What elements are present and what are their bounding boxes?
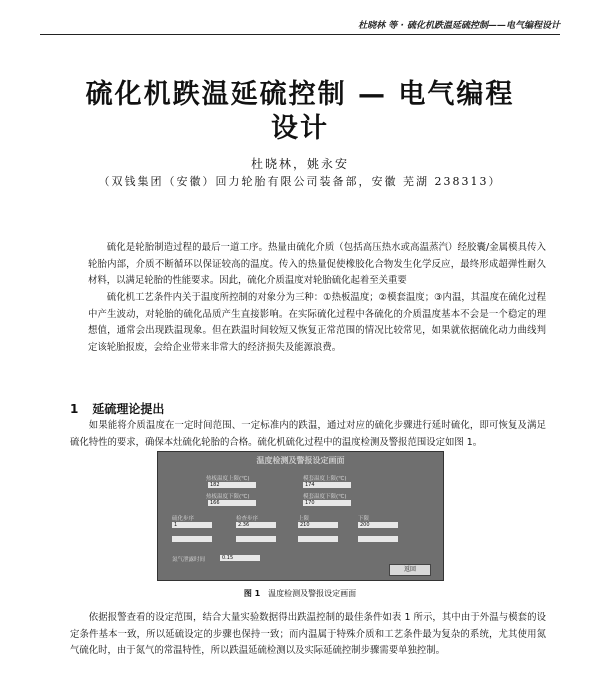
- fig-value-box: 182: [208, 482, 256, 488]
- fig-label: 模套温度上限(℃): [303, 476, 347, 482]
- fig-value-box: 174: [303, 482, 351, 488]
- fig-value-box: [172, 536, 212, 542]
- fig-value-box: 2.36: [236, 522, 276, 528]
- figure-title: 温度检测及警报设定画面: [256, 456, 345, 465]
- fig-value-box: 166: [208, 500, 256, 506]
- fig-label: 硫化步序: [172, 516, 195, 522]
- paper-title: [40, 78, 560, 146]
- fig-value-box: [236, 536, 276, 542]
- fig-value-box: 210: [298, 522, 338, 528]
- affiliation: （双钱集团（安徽）回力轮胎有限公司装备部，安徽 芜湖 238313）: [98, 175, 502, 188]
- fig-label: 氮气泄露时间: [172, 557, 206, 563]
- fig-value-box: 1: [172, 522, 212, 528]
- fig-value-box: 200: [358, 522, 398, 528]
- figure-screenshot: [157, 451, 444, 581]
- fig-value-box: [298, 536, 338, 542]
- fig-label: 模套温度下限(℃): [303, 494, 347, 500]
- abstract-paragraph-2: 硫化机工艺条件内关于温度所控制的对象分为三种：①热板温度；②模套温度；③内温，其温度在硫化过程中产生波动，对轮胎的硫化品质产生直接影响。在实际硫化过程中各硫化的介质温度基本不会是一个稳定的理想值，通常会出现跌温现象。但在跌温时间较短又恢复正常范围的情况比较常见，如果就依据硫化动力曲线判定该轮胎报废，会给企业带来非常大的经济损失及能源浪费。: [88, 292, 546, 353]
- title-line-2: 设计: [271, 113, 329, 144]
- section-heading: [70, 400, 164, 417]
- body-paragraph-1: 如果能将介质温度在一定时间范围、一定标准内的跌温，通过对应的硫化步骤进行延时硫化，即可恢复及满足硫化特性的要求，确保本灶硫化轮胎的合格。硫化机硫化过程中的温度检测及警报范围设定如图 1。: [70, 420, 546, 448]
- figure-caption: [40, 588, 560, 599]
- return-button[interactable]: 返回: [389, 564, 431, 576]
- fig-label: 检查步序: [236, 516, 259, 522]
- fig-label: 热板温度上限(℃): [206, 476, 250, 482]
- section-number: 1: [70, 402, 79, 416]
- fig-value-box: 0.15: [220, 555, 260, 561]
- section-title: 延硫理论提出: [92, 402, 165, 416]
- authors: 杜晓林，姚永安: [250, 157, 349, 171]
- caption-text: 温度检测及警报设定画面: [268, 589, 357, 598]
- fig-label: 上限: [298, 516, 310, 522]
- body-paragraph-2: 依据报警查看的设定范围，结合大量实验数据得出跌温控制的最佳条件如表 1 所示，其中由于外温与模套的设定条件基本一致，所以延硫设定的步骤也保持一致；而内温属于特殊介质和工艺条件最为复杂的系统，尤其使用氮气硫化时，由于氮气的常温特性，所以跌温延硫检测以及实际延硫控制步骤需要单独控制。: [70, 612, 546, 656]
- abstract-paragraph-1: 硫化是轮胎制造过程的最后一道工序。热量由硫化介质（包括高压热水或高温蒸汽）经胶囊/金属模具传入轮胎内部，介质不断循环以保证较高的温度。传入的热量促使橡胶化合物发生化学反应，最终形成超弹性耐久材料，以满足轮胎的性能要求。因此，硫化介质温度对轮胎硫化起着至关重要: [88, 242, 546, 286]
- fig-value-box: 170: [303, 500, 351, 506]
- caption-number: 图 1: [243, 589, 261, 598]
- fig-label: 热板温度下限(℃): [206, 494, 250, 500]
- fig-value-box: [358, 536, 398, 542]
- running-header: 杜晓林 等 · 硫化机跌温延硫控制——电气编程设计: [40, 18, 560, 35]
- title-line-1: 硫化机跌温延硫控制 — 电气编程: [85, 79, 515, 110]
- fig-label: 下限: [358, 516, 370, 522]
